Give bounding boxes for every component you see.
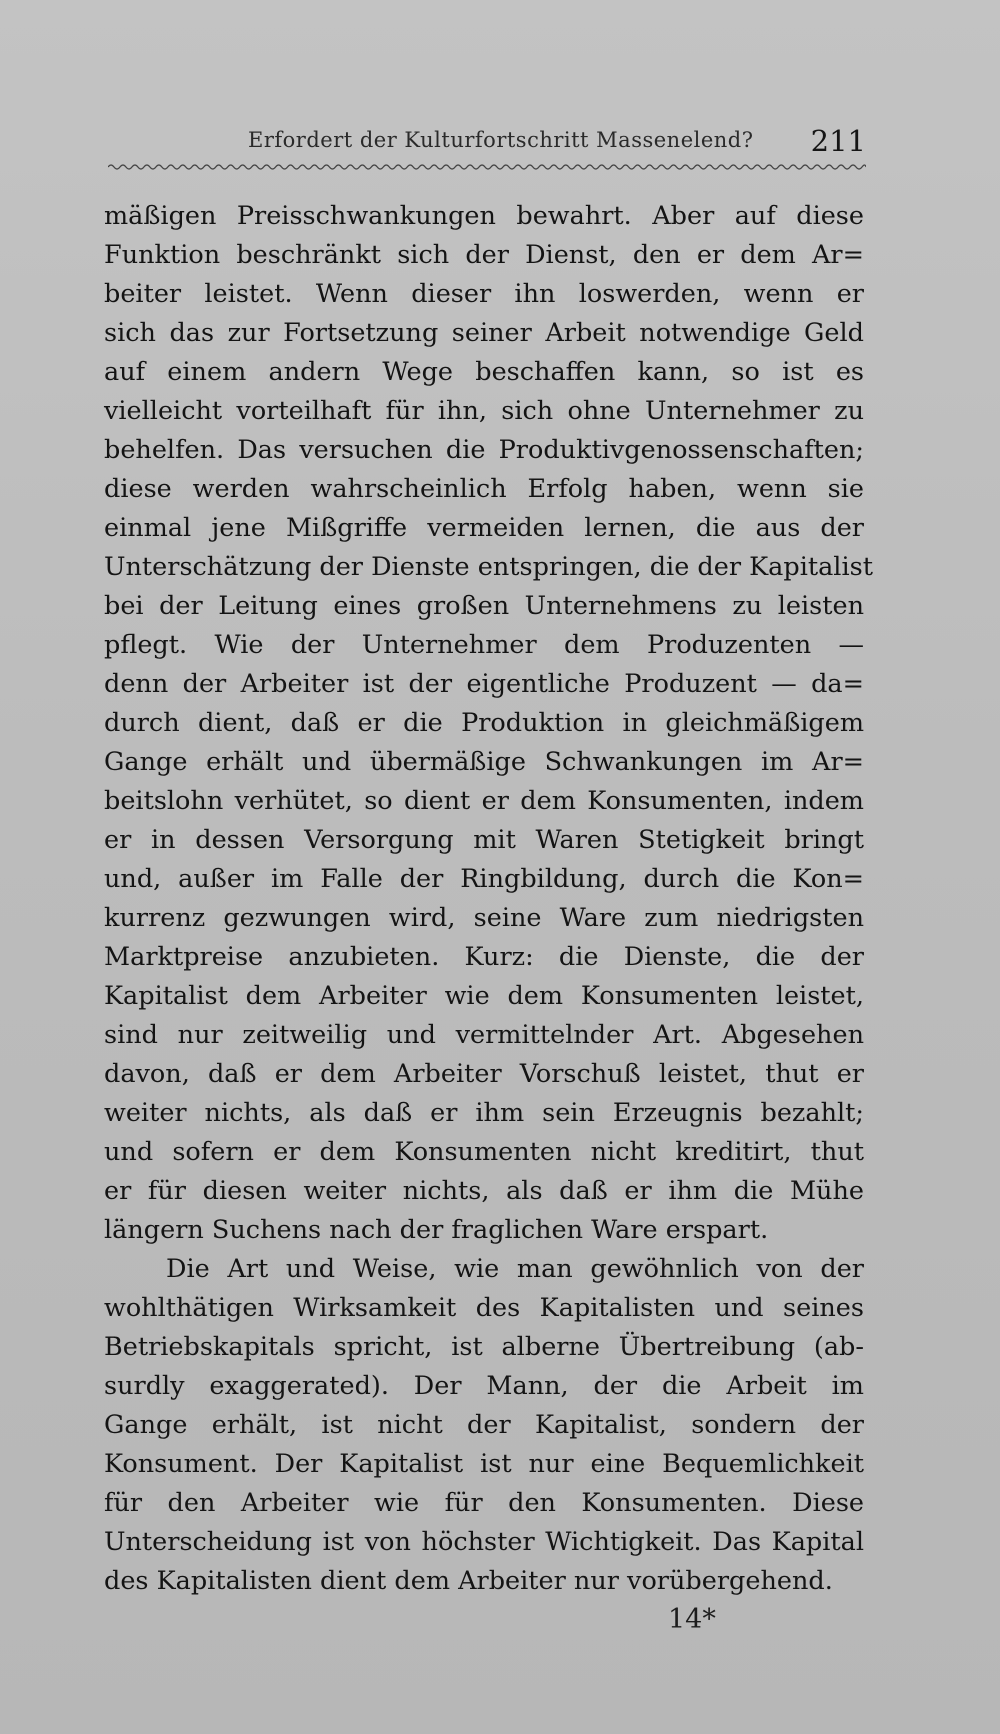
text-line: auf einem andern Wege beschaffen kann, so ist es <box>104 357 864 387</box>
header-wavy-rule <box>108 162 866 172</box>
text-line: er in dessen Versorgung mit Waren Stetigkeit bringt <box>104 825 864 855</box>
text-line: pflegt. Wie der Unternehmer dem Produzenten — <box>104 630 864 660</box>
text-line: durch dient, daß er die Produktion in gleichmäßigem <box>104 708 864 738</box>
text-line: für den Arbeiter wie für den Konsumenten. Diese <box>104 1488 864 1518</box>
text-line: und, außer im Falle der Ringbildung, durch die Kon= <box>104 864 864 894</box>
text-line: Betriebskapitals spricht, ist alberne Übertreibung (ab- <box>104 1332 864 1362</box>
text-line: Gange erhält und übermäßige Schwankungen im Ar= <box>104 747 864 777</box>
page-number: 211 <box>810 124 866 158</box>
text-line: Unterscheidung ist von höchster Wichtigkeit. Das Kapital <box>104 1527 864 1557</box>
text-line: mäßigen Preisschwankungen bewahrt. Aber auf diese <box>104 201 864 231</box>
text-line: davon, daß er dem Arbeiter Vorschuß leistet, thut er <box>104 1059 864 1089</box>
text-line: beiter leistet. Wenn dieser ihn loswerden, wenn er <box>104 279 864 309</box>
main-text <box>104 197 873 1601</box>
text-line: wohlthätigen Wirksamkeit des Kapitalisten und seines <box>104 1293 864 1323</box>
text-line: weiter nichts, als daß er ihm sein Erzeugnis bezahlt; <box>104 1098 864 1128</box>
text-line: behelfen. Das versuchen die Produktivgenossenschaften; <box>104 435 864 465</box>
text-line: bei der Leitung eines großen Unternehmens zu leisten <box>104 591 864 621</box>
signature-mark: 14* <box>668 1604 716 1635</box>
text-line: und sofern er dem Konsumenten nicht kreditirt, thut <box>104 1137 864 1167</box>
text-line: surdly exaggerated). Der Mann, der die Arbeit im <box>104 1371 864 1401</box>
text-line: Die Art und Weise, wie man gewöhnlich von der <box>166 1254 864 1284</box>
text-line: längern Suchens nach der fraglichen Ware erspart. <box>104 1215 769 1245</box>
text-line: vielleicht vorteilhaft für ihn, sich ohne Unternehmer zu <box>104 396 864 426</box>
running-head: Erfordert der Kulturfortschritt Massenelend? <box>248 128 754 152</box>
text-line: diese werden wahrscheinlich Erfolg haben, wenn sie <box>104 474 864 504</box>
text-line: beitslohn verhütet, so dient er dem Konsumenten, indem <box>104 786 864 816</box>
text-line: sich das zur Fortsetzung seiner Arbeit notwendige Geld <box>104 318 864 348</box>
text-line: Unterschätzung der Dienste entspringen, die der Kapitalist <box>104 552 873 582</box>
text-line: kurrenz gezwungen wird, seine Ware zum niedrigsten <box>104 903 864 933</box>
wavy-rule-icon <box>108 162 866 172</box>
text-line: Kapitalist dem Arbeiter wie dem Konsumenten leistet, <box>104 981 864 1011</box>
text-line: er für diesen weiter nichts, als daß er ihm die Mühe <box>104 1176 864 1206</box>
text-line: sind nur zeitweilig und vermittelnder Art. Abgesehen <box>104 1020 864 1050</box>
text-line: denn der Arbeiter ist der eigentliche Produzent — da= <box>104 669 864 699</box>
text-line: einmal jene Mißgriffe vermeiden lernen, die aus der <box>104 513 864 543</box>
text-line: Funktion beschränkt sich der Dienst, den er dem Ar= <box>104 240 864 270</box>
text-line: Konsument. Der Kapitalist ist nur eine Bequemlichkeit <box>104 1449 864 1479</box>
text-line: Gange erhält, ist nicht der Kapitalist, sondern der <box>104 1410 864 1440</box>
page-header <box>108 124 866 172</box>
text-line: Marktpreise anzubieten. Kurz: die Dienste, die der <box>104 942 864 972</box>
text-line: des Kapitalisten dient dem Arbeiter nur vorübergehend. <box>104 1566 833 1596</box>
